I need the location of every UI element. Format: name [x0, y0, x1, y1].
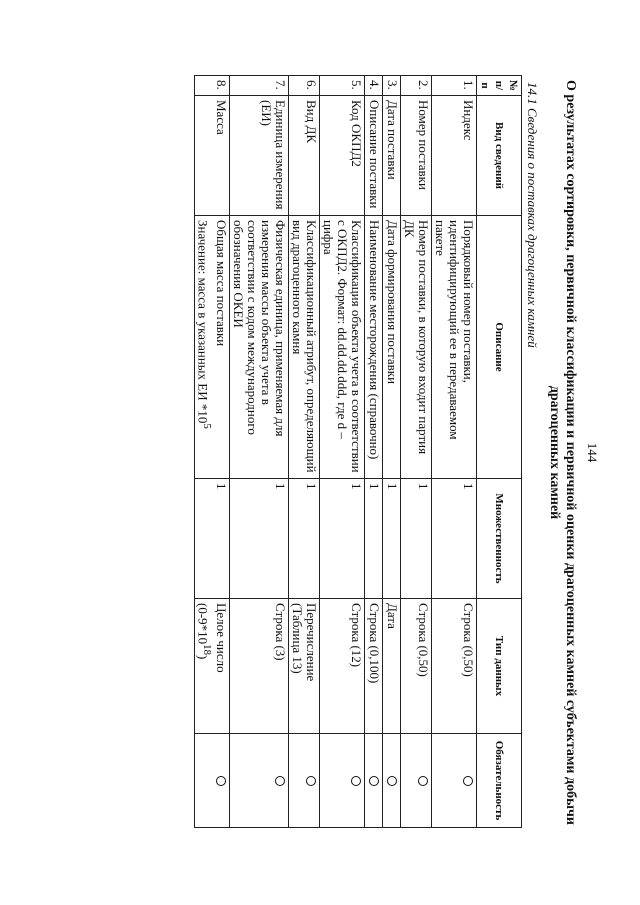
row-required [365, 734, 383, 828]
row-description-line1: Общая масса поставки [214, 220, 229, 347]
row-kind: Единица измерения (ЕИ) [230, 96, 289, 216]
row-data-type-line2: $(0-9*10^{18})$ [195, 603, 213, 660]
header-data-type: Тип данных [477, 599, 522, 734]
row-num: 6. [289, 76, 320, 96]
header-kind: Вид сведений [477, 96, 522, 216]
row-required [383, 734, 401, 828]
row-kind: Индекс [432, 96, 477, 216]
required-circle-icon [418, 776, 428, 786]
row-num: 5. [320, 76, 365, 96]
table-row [320, 76, 365, 828]
row-data-type: Строка (0,50) [401, 599, 432, 734]
row-description: Номер поставки, в которую входит партия ДК [401, 216, 432, 479]
row-description: Порядковый номер поставки, идентифицирующий ее в передаваемом пакете [432, 216, 477, 479]
required-circle-icon [369, 776, 379, 786]
row-required [432, 734, 477, 828]
table-row [289, 76, 320, 828]
row-num: 8. [194, 76, 229, 96]
row-data-type: Перечисление (Таблица 13) [289, 599, 320, 734]
row-data-type: Строка (0,50) [432, 599, 477, 734]
row-data-type: Строка (0,100) [365, 599, 383, 734]
row-num: 1. [432, 76, 477, 96]
row-multiplicity: 1 [383, 479, 401, 599]
header-required: Обязательность [477, 734, 522, 828]
section-caption: 14.1 Сведения о поставках драгоценных камней [525, 82, 540, 348]
header-multiplicity: Множественность [477, 479, 522, 599]
row-description [194, 216, 229, 479]
row-num: 7. [230, 76, 289, 96]
table-row [383, 76, 401, 828]
row-kind: Масса [194, 96, 229, 216]
document-title: О результатах сортировки, первичной классификации и первичной оценки драгоценных камней субъектами добычи драгоценных камней [547, 80, 578, 825]
row-multiplicity: 1 [365, 479, 383, 599]
table-row [194, 76, 229, 828]
row-required [320, 734, 365, 828]
supply-info-table [194, 75, 522, 828]
header-num: № п/п [477, 76, 522, 96]
row-multiplicity: 1 [289, 479, 320, 599]
row-num: 2. [401, 76, 432, 96]
required-circle-icon [275, 776, 285, 786]
required-circle-icon [216, 776, 226, 786]
row-kind: Код ОКПД2 [320, 96, 365, 216]
row-data-type: Дата [383, 599, 401, 734]
row-multiplicity: 1 [432, 479, 477, 599]
required-circle-icon [306, 776, 316, 786]
row-kind: Описание поставки [365, 96, 383, 216]
row-required [401, 734, 432, 828]
row-kind: Вид ДК [289, 96, 320, 216]
row-kind: Номер поставки [401, 96, 432, 216]
row-multiplicity: 1 [194, 479, 229, 599]
row-multiplicity: 1 [401, 479, 432, 599]
row-multiplicity: 1 [320, 479, 365, 599]
row-required [194, 734, 229, 828]
table-row [432, 76, 477, 828]
table-row [401, 76, 432, 828]
row-kind: Дата поставки [383, 96, 401, 216]
row-required [230, 734, 289, 828]
required-circle-icon [387, 776, 397, 786]
row-required [289, 734, 320, 828]
required-circle-icon [463, 776, 473, 786]
table-row [365, 76, 383, 828]
row-num: 4. [365, 76, 383, 96]
row-description: Дата формирования поставки [383, 216, 401, 479]
required-circle-icon [351, 776, 361, 786]
row-description: Классификационный атрибут, определяющий вид драгоценного камня [289, 216, 320, 479]
page-number: 144 [585, 442, 600, 463]
header-description: Описание [477, 216, 522, 479]
row-data-type: Строка (3) [230, 599, 289, 734]
row-data-type [194, 599, 229, 734]
row-data-type-line1: Целое число [214, 603, 229, 673]
row-description: Физическая единица, применяемая для измерения массы объекта учета в соответствии с кодом международного обозначения ОКЕИ [230, 216, 289, 479]
table-header-row [477, 76, 522, 828]
row-description: Классификация объекта учета в соответствии с ОКПД2. Формат: dd.dd.dd.ddd, где d – цифра [320, 216, 365, 479]
row-data-type: Строка (12) [320, 599, 365, 734]
row-multiplicity: 1 [230, 479, 289, 599]
table-row [230, 76, 289, 828]
row-description: Наименование месторождения (справочно) [365, 216, 383, 479]
row-description-line2: Значение: масса в указанных ЕИ $*10^5$ [195, 220, 213, 429]
row-num: 3. [383, 76, 401, 96]
